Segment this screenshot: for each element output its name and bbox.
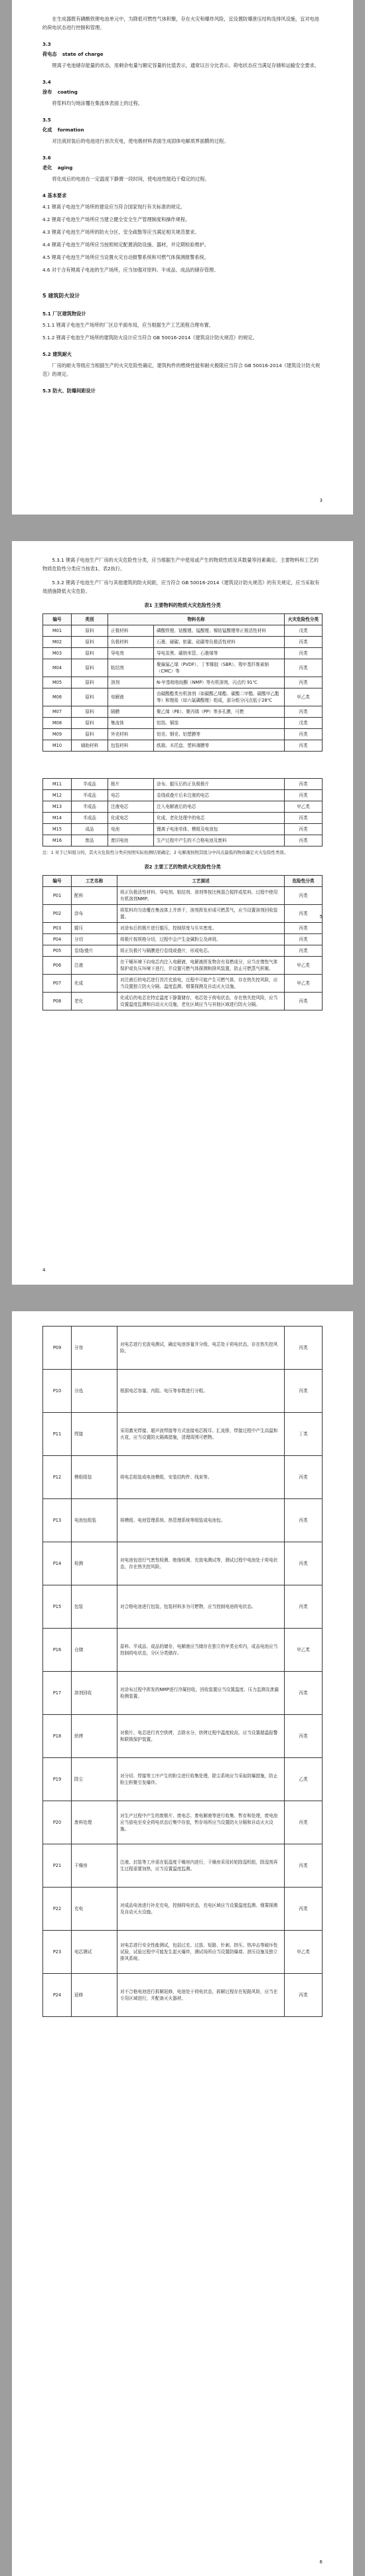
table-row [43,1370,323,1413]
cell-code: M08 [43,718,72,729]
cell-process-name: 废料处理 [72,1801,117,1844]
cell-code: P22 [43,1888,72,1931]
process-hazard-table [42,875,323,1010]
cell-hazard-class: 丙类 [285,706,323,718]
cell-description: N-甲基吡咯烷酮（NMP）等有机溶剂，闪点约 91℃ [154,677,285,688]
cell-hazard-class: 丙类 [285,779,323,790]
cell-code: M15 [43,824,72,835]
cell-name: 集流体 [108,718,154,729]
cell-description: 注液、封装等工序需在低湿度干燥房内进行，干燥房采用转轮除湿机组，除湿剂再生过程需要加热，应当设置温度监测。 [117,1844,285,1888]
table-row [43,659,323,677]
cell-hazard-class: 甲乙类 [285,975,323,993]
cell-name: 负极材料 [108,637,154,648]
table-row [43,934,323,945]
cell-code: P06 [43,957,72,975]
table-row [43,729,323,740]
cell-hazard-class: 丙类 [285,1844,323,1888]
table-row [43,1888,323,1931]
cell-description: 对涂布后的极片进行辊压，控制厚度与压实密度。 [117,923,285,934]
cell-process-name: 涂布 [72,905,117,923]
cell-description: 卷绕或叠片后未注液的电芯 [154,790,285,801]
table-row [43,1844,323,1888]
cell-process-name: 配料 [72,887,117,905]
cell-hazard-class: 乙类 [285,1758,323,1801]
cell-description: 根据电芯容量、内阻、电压等参数进行分组。 [117,1370,285,1413]
cell-description: 将正负极活性材料、导电剂、粘结剂、溶剂等按比例混合搅拌成浆料，过程中使用有机溶剂NMP。 [117,887,285,905]
cell-hazard-class: 甲乙类 [285,957,323,975]
clause-item: 4.6 对于含有锂离子电池的生产场所，应当加强对原料、半成品、成品的储存管理。 [42,267,219,273]
cell-code: M09 [43,729,72,740]
clause-item: 厂房的耐火等级应当根据生产的火灾危险性确定，建筑构件的燃烧性能和耐火极限应当符合 GB 50016-2014《建筑设计防火规范》的规定。 [42,362,321,377]
cell-process-name: 注液 [72,957,117,975]
cell-code: P18 [43,1715,72,1758]
definition-text: 对注液封装后的电池进行首次充电，使电极材料表面生成固体电解质界面膜的过程。 [52,138,229,144]
cell-description: 采用激光焊接、超声波焊接等方式连接电芯极耳、汇流排，焊接过程中产生高温和火花，应当设置防火隔离措施，清理周围可燃物。 [117,1413,285,1456]
cell-category: 原料 [72,648,108,659]
cell-name: 外壳材料 [108,729,154,740]
clause-item: 5.1.1 锂离子电池生产场所的厂区总平面布局，应当根据生产工艺流程合理布置。 [42,322,214,328]
cell-hazard-class: 戊类 [285,718,323,729]
table-note: 注：1 对于已知组分的，其火灾危险性分类应按照实际检测结果确定；2 电解液按照其组分中闪点最低的物质确定火灾危险性类别。 [42,850,289,855]
term-zh: 荷电态 [42,51,57,57]
cell-code: P21 [43,1844,72,1888]
definition-text: 锂离子电池储存能量的状态，用剩余电量与额定容量的比值表示，通常以百分比表示。荷电状态应当满足存储和运输安全要求。 [52,62,319,68]
clause-item: 4.5 锂离子电池生产场所应当设置火灾自动报警系统和可燃气体探测报警系统。 [42,254,209,260]
cell-code: P13 [43,1499,72,1542]
cell-hazard-class: 丙类 [285,993,323,1010]
cell-hazard-class: 甲乙类 [285,801,323,813]
cell-code: P23 [43,1931,72,1974]
cell-category: 半成品 [72,790,108,801]
column-header: 编号 [43,876,72,887]
clause-item: 4.1 锂离子电池生产场所的建设应当符合国家现行有关标准的规定。 [42,204,185,210]
cell-hazard-class: 丙类 [285,790,323,801]
cell-description: 铝壳、钢壳、铝塑膜等 [154,729,285,740]
cell-category: 原料 [72,729,108,740]
cell-code: P09 [43,1327,72,1370]
cell-code: P19 [43,1758,72,1801]
cell-description: 对电芯进行充放电测试，确定电池容量并分级，电芯处于荷电状态，存在热失控风险。 [117,1327,285,1370]
cell-process-name: 分选 [72,1370,117,1413]
document-page-2 [12,541,353,1285]
cell-code: P02 [43,905,72,923]
column-header: 编号 [43,614,72,625]
table-caption: 表2 主要工艺的物质火灾危险性分类 [144,864,221,870]
cell-hazard-class: 丙类 [285,905,323,923]
cell-hazard-class: 丙类 [285,934,323,945]
cell-code: P01 [43,887,72,905]
column-header: 物料名称 [108,614,285,625]
page-number: 3 [319,498,323,503]
cell-name: 正极材料 [108,625,154,637]
term-en: aging [57,165,73,171]
cell-name: 电池 [108,824,154,835]
table-row [43,1499,323,1542]
cell-description: 磷酸铁锂、钴酸锂、锰酸锂、镍钴锰酸锂等正极活性材料 [154,625,285,637]
table-row [43,923,323,934]
cell-code: P03 [43,923,72,934]
cell-code: M05 [43,677,72,688]
term-zh: 老化 [42,165,52,171]
cell-hazard-class: 丙类 [285,740,323,752]
cell-description: 锂离子电池单体、模组及电池包 [154,824,285,835]
table-row [43,1629,323,1672]
cell-description: 铝箔、铜箔 [154,718,285,729]
cell-hazard-class: 丙类 [285,945,323,957]
cell-description: 将模组、电池管理系统、热管理系统等组装成电池包。 [117,1499,285,1542]
cell-hazard-class: 丙类 [285,1888,323,1931]
cell-description: 对电池包进行气密性检测、绝缘检测、充放电测试等，测试过程中电池处于荷电状态，存在热失控风险。 [117,1542,285,1585]
table-row [43,1672,323,1715]
cell-code: P12 [43,1456,72,1499]
table-row [43,1715,323,1758]
cell-process-name: 返修 [72,1974,117,2017]
cell-process-name: 化成 [72,975,117,993]
cell-code: P15 [43,1585,72,1629]
cell-category: 半成品 [72,801,108,813]
cell-category: 成品 [72,824,108,835]
cell-name: 化成电芯 [108,813,154,824]
column-header: 工艺名称 [72,876,117,887]
cell-name: 隔膜 [108,706,154,718]
clause-item: 5.1.2 锂离子电池生产场所的建筑防火设计应当符合 GB 50016-2014《建筑设计防火规范》的规定。 [42,335,257,341]
cell-hazard-class: 丙类 [285,1585,323,1629]
cell-hazard-class: 丙类 [285,1499,323,1542]
cell-name: 溶剂 [108,677,154,688]
table-row [43,1758,323,1801]
table-row [43,779,323,790]
table-row [43,993,323,1010]
cell-code: M10 [43,740,72,752]
cell-category: 半成品 [72,813,108,824]
column-header: 危险性分类 [285,876,323,887]
definition-term [42,163,323,172]
cell-process-name: 焊接 [72,1413,117,1456]
cell-code: P16 [43,1629,72,1672]
cell-category: 原料 [72,637,108,648]
table-row [43,740,323,752]
cell-hazard-class: 丙类 [285,1801,323,1844]
cell-description: 对注液后的电芯进行首次充放电，过程中可能产生可燃气体，存在热失控风险，应当设置独立防火分隔、温度监测、烟雾探测及自动灭火设施。 [117,975,285,993]
table-row [43,637,323,648]
cell-code: P20 [43,1801,72,1844]
cell-process-name: 烘烤 [72,1715,117,1758]
cell-description: 对电芯进行安全性能测试，包括过充、过放、短路、针刺、挤压、热冲击等破坏性试验，试验过程中可能发生起火爆炸，测试场所应当设置防爆墙、泄压设施及独立排风系统。 [117,1931,285,1974]
section-heading: 4 基本要求 [42,193,67,199]
intro-paragraph: 在生成器既有磷酸铁锂电池单元中，为降低可燃性气体积聚，存在火灾和爆炸风险，宜设置防爆泄压结构及排风设施，宜对电池的荷电状态进行控制和管理。 [42,16,319,31]
cell-hazard-class: 丙类 [285,887,323,905]
cell-process-name: 溶剂回收 [72,1672,117,1715]
cell-hazard-class: 丙类 [285,835,323,846]
cell-code: P24 [43,1974,72,2017]
cell-category: 原料 [72,677,108,688]
cell-description: 纸箱、木托盘、塑料薄膜等 [154,740,285,752]
cell-description: 由碳酸酯类有机溶剂（如碳酸乙烯酯、碳酸二甲酯、碳酸甲乙酯等）和锂盐（如六氟磷酸锂）组成，部分组分闪点低于28℃ [154,688,285,706]
cell-hazard-class: 丙类 [285,1370,323,1413]
definition-term [42,88,323,96]
table-row [43,718,323,729]
cell-description: 生产过程中产生的不合格电池及废料 [154,835,285,846]
cell-category: 废品 [72,835,108,846]
table-row [43,1413,323,1456]
cell-code: M06 [43,688,72,706]
cell-hazard-class: 丙类 [285,637,323,648]
term-zh: 化成 [42,127,52,133]
cell-description: 在干燥环境下向电芯内注入电解液，电解液挥发物含有易燃成分，应当在惰性气体保护或负压环境下进行，并设置可燃气体探测和排风装置，防止可燃蒸气积聚。 [117,957,285,975]
definition-number: 3.6 [42,155,51,161]
page-number: 5 [319,914,323,920]
cell-process-name: 干燥房 [72,1844,117,1888]
clause-item: 4.2 锂离子电池生产场所应当建立健全安全生产管理制度和操作规程。 [42,216,190,222]
term-en: state of charge [62,51,104,57]
cell-code: M14 [43,813,72,824]
definition-number: 3.3 [42,41,51,47]
definition-text: 将化成后的电池在一定温度下静置一段时间，使电池性能趋于稳定的过程。 [52,176,210,182]
cell-description: 聚偏氟乙烯（PVDF）、丁苯橡胶（SBR）、羧甲基纤维素钠（CMC）等 [154,659,285,677]
cell-category: 原料 [72,659,108,677]
cell-description: 对成品电池进行补充充电，控制荷电状态，充电区域应当设置温度监测、烟雾探测及自动灭火设施。 [117,1888,285,1931]
table-row [43,1931,323,1974]
table-row [43,957,323,975]
clause-item: 4.4 锂离子电池生产场所应当按照规定配置消防设施、器材，并定期检验维护。 [42,242,209,248]
definition-number: 3.5 [42,117,51,123]
cell-code: M03 [43,648,72,659]
cell-description: 化成、老化处理中的电芯 [154,813,285,824]
cell-category: 原料 [72,706,108,718]
cell-description: 导电炭黑、碳纳米管、石墨烯等 [154,648,285,659]
clause-item: 4.3 锂离子电池生产场所的防火分区、安全疏散等应当满足相关规范要求。 [42,229,200,235]
section-heading: 5.2 建筑耐火 [42,351,72,357]
cell-description: 将正负极片与隔膜进行卷绕或叠片，形成电芯。 [117,945,285,957]
cell-hazard-class: 戊类 [285,625,323,637]
table-row [43,1456,323,1499]
page-number: 6 [319,2559,323,2565]
cell-process-name: 分容 [72,1327,117,1370]
table-row [43,625,323,637]
chapter-heading: 5 建筑防火设计 [42,293,80,299]
table-row [43,648,323,659]
cell-code: M02 [43,637,72,648]
cell-process-name: 检测 [72,1542,117,1585]
cell-description: 对极片、电芯进行真空烘烤，去除水分，烘烤过程中温度较高，应当设置超温报警和联锁保护装置。 [117,1715,285,1758]
cell-hazard-class: 甲乙类 [285,1629,323,1672]
table-row [43,801,323,813]
table-row [43,1542,323,1585]
cell-hazard-class: 丙类 [285,1974,323,2017]
cell-name: 电芯 [108,790,154,801]
definition-number: 3.4 [42,79,51,85]
cell-process-name: 仓储 [72,1629,117,1672]
cell-category: 原料 [72,688,108,706]
definition-text: 将浆料均匀地涂覆在集流体表面上的过程。 [52,100,143,106]
document-page-3 [12,1311,353,2576]
cell-description: 将浆料均匀涂覆在集流体上并烘干，溶剂挥发形成可燃蒸气，应当设置溶剂回收装置。 [117,905,285,923]
cell-category: 半成品 [72,779,108,790]
cell-category: 辅助材料 [72,740,108,752]
cell-name: 极片 [108,779,154,790]
cell-hazard-class: 丙类 [285,923,323,934]
page-number: 4 [42,1267,46,1273]
cell-hazard-class: 丙类 [285,1715,323,1758]
table-row [43,688,323,706]
cell-name: 废旧电池 [108,835,154,846]
cell-hazard-class: 丙类 [285,813,323,824]
cell-process-name: 电池包组装 [72,1499,117,1542]
material-hazard-table-continued [42,778,323,846]
table-row [43,945,323,957]
cell-code: P08 [43,993,72,1010]
cell-process-name: 包装 [72,1585,117,1629]
cell-description: 原料、半成品、成品的储存，电解液应当储存在独立的甲类仓库内，成品电池应当控制荷电状态，分区分类储存。 [117,1629,285,1672]
cell-description: 注入电解液后的电芯 [154,801,285,813]
cell-description: 对生产过程中产生的废极片、废电芯、废电解液等进行收集、暂存和处理，废电池应当放电至安全荷电状态后集中存放，暂存场所应当设置防火分隔和自动灭火设施。 [117,1801,285,1844]
cell-hazard-class: 丙类 [285,729,323,740]
cell-category: 原料 [72,718,108,729]
cell-hazard-class: 丙类 [285,1672,323,1715]
cell-code: P05 [43,945,72,957]
cell-name: 粘结剂 [108,659,154,677]
table-row [43,677,323,688]
cell-process-name: 除尘 [72,1758,117,1801]
cell-description: 石墨、硬碳、软碳、硅碳等负极活性材料 [154,637,285,648]
table-row [43,1974,323,2017]
term-en: coating [57,89,78,95]
cell-description: 化成后的电芯在特定温度下静置储存，电芯处于荷电状态，存在热失控风险，应当设置温度监测和自动灭火设施，老化区域应当与其他区域进行防火分隔。 [117,993,285,1010]
term-en: formation [57,127,84,133]
cell-hazard-class: 丙类 [285,1327,323,1370]
cell-code: P10 [43,1370,72,1413]
table-row [43,1801,323,1844]
table-row [43,1327,323,1370]
material-hazard-table [42,613,323,752]
cell-process-name: 老化 [72,993,117,1010]
clause-item: 5.3.2 锂离子电池生产厂房与其他建筑的防火间距，应当符合 GB 50016-2014《建筑设计防火规范》的有关规定，应当采取有效措施降低火灾危险。 [42,580,320,594]
definition-term [42,50,323,58]
cell-process-name: 辊压 [72,923,117,934]
cell-description: 对分切、焊接等工序产生的粉尘进行收集处理，除尘系统应当采取防爆措施，防止粉尘积聚引发爆炸。 [117,1758,285,1801]
definition-term [42,125,323,134]
cell-hazard-class: 丙类 [285,1456,323,1499]
table-row [43,887,323,905]
cell-name: 电解液 [108,688,154,706]
table-row [43,1585,323,1629]
column-header: 火灾危险性分类 [285,614,323,625]
section-heading: 5.3 防火、防爆间距设计 [42,388,96,394]
cell-name: 导电剂 [108,648,154,659]
cell-code: M01 [43,625,72,637]
cell-hazard-class: 甲乙类 [285,688,323,706]
table-row [43,706,323,718]
cell-hazard-class: 丙类 [285,1542,323,1585]
cell-hazard-class: 丙类 [285,659,323,677]
section-heading: 5.1 厂区建筑物设计 [42,311,86,317]
cell-hazard-class: 丙类 [285,648,323,659]
table-row [43,813,323,824]
cell-code: P11 [43,1413,72,1456]
column-header: 类别 [72,614,108,625]
cell-description: 对合格电池进行包装，包装材料多为可燃物，应当控制电池荷电状态。 [117,1585,285,1629]
table-row [43,905,323,923]
cell-hazard-class: 甲乙类 [285,1931,323,1974]
cell-hazard-class: 丙类 [285,677,323,688]
cell-category: 原料 [72,625,108,637]
term-zh: 涂布 [42,89,52,95]
table-row [43,824,323,835]
cell-description: 聚乙烯（PE）、聚丙烯（PP）等多孔膜，可燃 [154,706,285,718]
cell-code: M04 [43,659,72,677]
cell-description: 对涂布过程中挥发的NMP进行冷凝回收，回收装置应当设置温度、压力监测及泄漏检测装置。 [117,1672,285,1715]
clause-item: 5.3.1 锂离子电池生产厂房的火灾危险性分类，应当根据生产中使用或产生的物质性质及其数量等因素确定。主要物料和工艺的物质危险性分类应当按表1、表2执行。 [42,557,319,572]
cell-code: P04 [43,934,72,945]
cell-code: P17 [43,1672,72,1715]
column-header: 工艺描述 [117,876,285,887]
cell-code: M13 [43,801,72,813]
table-row [43,790,323,801]
cell-process-name: 卷绕/叠片 [72,945,117,957]
cell-description: 涂布、辊压后的正负极极片 [154,779,285,790]
cell-hazard-class: 丁类 [285,1413,323,1456]
cell-code: M16 [43,835,72,846]
document-page-1 [12,0,353,515]
cell-process-name: 分切 [72,934,117,945]
cell-code: P07 [43,975,72,993]
cell-code: M07 [43,706,72,718]
process-hazard-table-continued [42,1326,323,2017]
cell-process-name: 充电 [72,1888,117,1931]
cell-name: 包装材料 [108,740,154,752]
cell-description: 对不合格电池进行拆解返修，电池处于荷电状态，拆解过程存在短路风险，应当在专用区域进行，并配备灭火器材。 [117,1974,285,2017]
cell-code: P14 [43,1542,72,1585]
cell-hazard-class: 丙类 [285,824,323,835]
cell-name: 注液电芯 [108,801,154,813]
cell-code: M11 [43,779,72,790]
cell-process-name: 电芯测试 [72,1931,117,1974]
table-caption: 表1 主要物料的物质火灾危险性分类 [144,602,221,608]
cell-process-name: 模组组装 [72,1456,117,1499]
table-row [43,835,323,846]
cell-description: 将电芯组装成电池模组，安装结构件、线束等。 [117,1456,285,1499]
cell-description: 将极片按规格分切，过程中会产生金属粉尘及碎屑。 [117,934,285,945]
cell-code: M12 [43,790,72,801]
table-row [43,975,323,993]
